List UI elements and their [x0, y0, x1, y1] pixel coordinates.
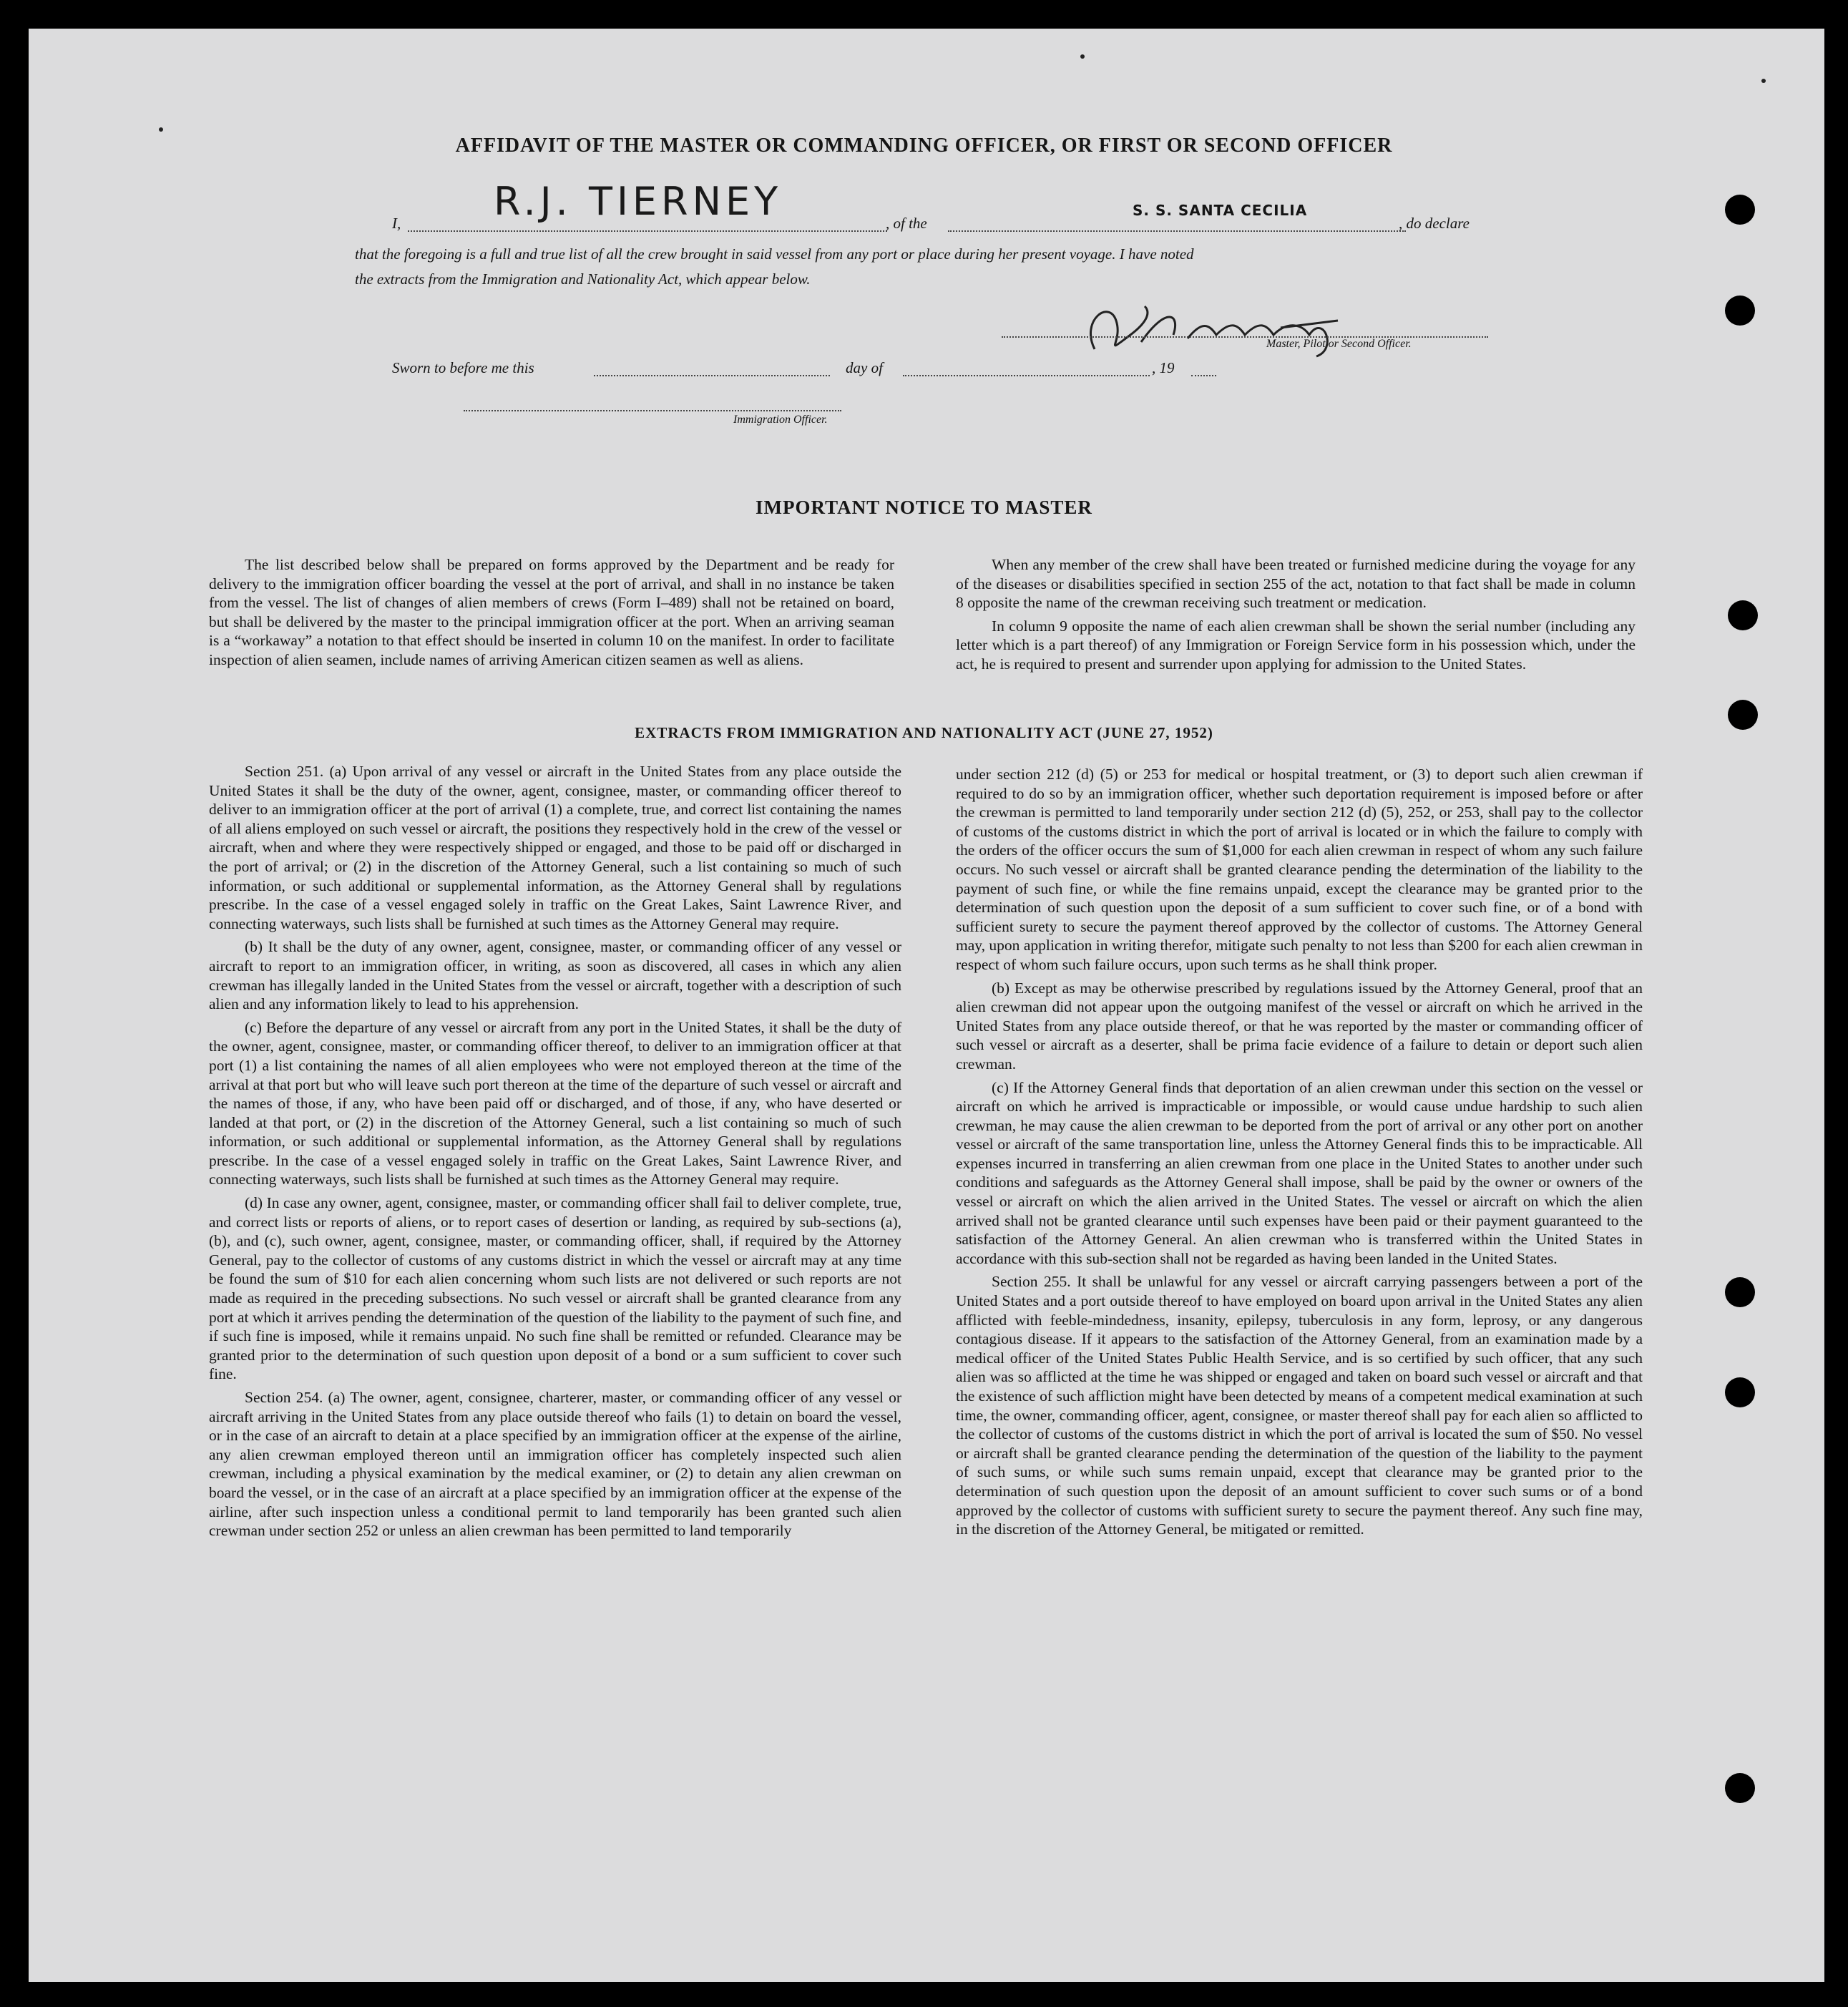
speck: [159, 127, 163, 132]
signature-caption: Master, Pilot or Second Officer.: [1266, 338, 1412, 350]
immigration-officer-line: [464, 410, 841, 411]
extract-paragraph: under section 212 (d) (5) or 253 for medical or hospital treatment, or (3) to deport such alien crewman if required to do so by an immigration officer, whether such deportation requirement is imposed before or after the crewman is permitted to land temporarily under section 212 (d) (5), 252, or 253, shall pay to the collector of customs of the customs district in which the port of arrival is located or in which the failure to comply with the orders of the officer occurs the sum of $1,000 for each alien crewman in respect of whom any such failure occurs. No such vessel or aircraft shall be granted clearance pending the determination of the liability to the payment of such fine, or while the fine remains unpaid, except the clearance may be granted prior to the determination of such question upon the deposit of a sum sufficient to cover such fine, or of a bond with sufficient surety to secure the payment thereof approved by the collector of customs. The Attorney General may, upon application in writing therefor, mitigate such penalty to not less than $200 for each alien crewman in respect of whom such failure occurs, upon such terms as he shall think proper.: [956, 766, 1643, 973]
month-line: [903, 375, 1150, 376]
extract-paragraph: (c) If the Attorney General finds that deportation of an alien crewman under this section on the vessel or aircraft on which he arrived is impracticable or impossible, or would cause undue hardship to such alien crewman, he may cause the alien crewman to be deported from the port of arrival or any other port on another vessel or aircraft of the same transportation line, unless the Attorney General finds this to be impracticable. All expenses incurred in transferring an alien crewman from one place in the United States to another under such conditions and safeguards as the Attorney General shall impose, shall be paid by the owner or owners of the vessel or aircraft on which the alien arrived in the United States. The vessel or aircraft on which the alien arrived shall not be granted clearance until such expenses have been paid or their payment guaranteed to the satisfaction of the Attorney General. An alien crewman who is transferred within the United States in accordance with this sub-section shall not be regarded as having been landed in the United States.: [956, 1078, 1643, 1267]
immigration-officer-label: Immigration Officer.: [733, 414, 828, 426]
punch-hole: [1725, 296, 1755, 326]
punch-hole: [1725, 1773, 1755, 1803]
punch-hole: [1725, 1377, 1755, 1407]
do-declare-label: , do declare: [1399, 215, 1470, 232]
punch-hole: [1728, 600, 1758, 630]
extracts-right-column: [956, 765, 1643, 1543]
day-of-label: day of: [846, 359, 883, 376]
extract-paragraph: Section 254. (a) The owner, agent, consignee, charterer, master, or commanding officer of any vessel or aircraft arriving in the United States from any place outside thereof who fails (1) to detain on board the vessel, or in the case of an aircraft to detain at a place specified by an immigration officer at the expense of the airline, any alien crewman employed thereon until an immigration officer has completely inspected such alien crewman, including a physical examination by the medical examiner, or (2) to detain any alien crewman on board the vessel, or in the case of an aircraft at a place specified by an immigration officer at the expense of the airline, after such inspection unless a conditional permit to land temporarily has been granted such alien crewman under section 252 or unless an alien crewman has been permitted to land temporarily: [209, 1389, 901, 1540]
speck: [1761, 79, 1766, 83]
notice-left-column: [209, 555, 894, 674]
speck: [1080, 54, 1085, 59]
extract-paragraph: Section 251. (a) Upon arrival of any vessel or aircraft in the United States from any place outside the United States it shall be the duty of the owner, agent, consignee, master, or commanding officer thereof to deliver to an immigration officer at the port of arrival (1) a complete, true, and correct list containing the names of all aliens employed on such vessel or aircraft, the positions they respectively hold in the crew of the vessel or aircraft, when and where they were respectively shipped or engaged, and those to be paid off or discharged in the port of arrival; or (2) in the discretion of the Attorney General, such a list containing so much of such information, or such additional or supplemental information, as the Attorney General shall by regulations prescribe. In the case of a vessel engaged solely in traffic on the Great Lakes, Saint Lawrence River, and connecting waterways, such lists shall be furnished at such times as the Attorney General may require.: [209, 763, 901, 932]
extracts-title: EXTRACTS FROM IMMIGRATION AND NATIONALITY ACT (JUNE 27, 1952): [635, 724, 1213, 741]
year-line: [1191, 375, 1216, 376]
notice-right-paragraph-2: In column 9 opposite the name of each alien crewman shall be shown the serial number (including any letter which is a part thereof) of any Immigration or Foreign Service form in his possession which, under the act, he is required to present and surrender upon applying for admission to the United States.: [956, 617, 1636, 673]
signature: [1066, 292, 1395, 363]
signature-line: [1002, 336, 1488, 338]
affidavit-title: AFFIDAVIT OF THE MASTER OR COMMANDING OFFICER, OR FIRST OR SECOND OFFICER: [455, 135, 1393, 157]
notice-right-column: [956, 555, 1636, 678]
of-the-label: , of the: [886, 215, 927, 232]
i-label: I,: [392, 215, 401, 232]
year-label: , 19: [1152, 359, 1175, 376]
notice-title: IMPORTANT NOTICE TO MASTER: [756, 497, 1092, 518]
vessel-line: [948, 230, 1406, 232]
extract-paragraph: (d) In case any owner, agent, consignee, master, or commanding officer shall fail to deliver complete, true, and correct lists or reports of aliens, or to report cases of desertion or landing, as required by sub-sections (a), (b), and (c), such owner, agent, consignee, master, or commanding officer, shall, if required by the Attorney General, pay to the collector of customs of any customs district in which the vessel or aircraft may at any time be found the sum of $10 for each alien concerning whom such lists are not delivered or such reports are not made as required in the preceding subsections. No such vessel or aircraft shall be granted clearance from any port at which it arrives pending the determination of the question of the liability to the payment of such fine, and if such fine is imposed, while it remains unpaid. No such fine shall be remitted or refunded. Clearance may be granted prior to the determination of such question upon deposit of a bond or a sum sufficient to cover such fine.: [209, 1194, 901, 1383]
extracts-left-column: [209, 762, 901, 1545]
name-line: [408, 230, 887, 232]
affidavit-statement-2: the extracts from the Immigration and Nationality Act, which appear below.: [355, 270, 811, 288]
sworn-day-line: [594, 375, 830, 376]
punch-hole: [1725, 1277, 1755, 1307]
punch-hole: [1725, 195, 1755, 225]
handwritten-name: R.J. TIERNEY: [494, 179, 783, 224]
extract-paragraph: (b) Except as may be otherwise prescribed by regulations issued by the Attorney General, proof that an alien crewman did not appear upon the outgoing manifest of the vessel or aircraft on which he arrived in the United States from any place outside thereof, or that he was reported by the master or commanding officer of such vessel or aircraft as a deserter, shall be prima facie evidence of a failure to detain or deport such alien crewman.: [956, 979, 1643, 1073]
extract-paragraph: (c) Before the departure of any vessel or aircraft from any port in the United States, it shall be the duty of the owner, agent, consignee, master, or commanding officer thereof, to deliver to an immigration officer at that port (1) a list containing the names of all alien employees who were not employed thereon at the time of the arrival at that port but who will leave such port thereon at the time of the departure of such vessel or aircraft and the names of those, if any, who have been paid off or discharged, and of those, if any, who have deserted or landed at that port, or (2) in the discretion of the Attorney General, such a list containing so much of such information, or such additional or supplemental information, as the Attorney General shall by regulations prescribe. In the case of a vessel engaged solely in traffic on the Great Lakes, Saint Lawrence River, and connecting waterways, such lists shall be furnished at such times as the Attorney General may require.: [209, 1018, 901, 1188]
notice-right-paragraph-1: When any member of the crew shall have been treated or furnished medicine during the voyage for any of the diseases or disabilities specified in section 255 of the act, notation to that fact shall be made in column 8 opposite the name of the crewman receiving such treatment or medication.: [956, 556, 1636, 612]
affidavit-statement-1: that the foregoing is a full and true list of all the crew brought in said vessel from any port or place during her present voyage. I have noted: [355, 245, 1194, 263]
vessel-stamp: S. S. SANTA CECILIA: [1133, 202, 1308, 219]
sworn-label: Sworn to before me this: [392, 359, 534, 376]
extract-paragraph: Section 255. It shall be unlawful for any vessel or aircraft carrying passengers between a port of the United States and a port outside thereof to have employed on board upon arrival in the United States any alien afflicted with feeble-mindedness, insanity, epilepsy, tuberculosis in any form, leprosy, or any dangerous contagious disease. If it appears to the satisfaction of the Attorney General, from an examination made by a medical officer of the United States Public Health Service, and is so certified by such officer, that any such alien was so afflicted at the time he was shipped or engaged and taken on board such vessel or aircraft and that the existence of such affliction might have been detected by means of a competent medical examination at such time, the owner, commanding officer, agent, consignee, or master thereof shall pay for each alien so afflicted to the collector of customs of the customs district in which the port of arrival is located the sum of $50. No vessel or aircraft shall be granted clearance pending the determination of the question of the liability to the payment of such sums, or while such sums remain unpaid, except that clearance may be granted prior to the determination of such question upon the deposit of an amount sufficient to cover such sums or of a bond approved by the collector of customs with sufficient surety to secure the payment thereof. Any such fine may, in the discretion of the Attorney General, be mitigated or remitted.: [956, 1273, 1643, 1538]
notice-left-paragraph: The list described below shall be prepared on forms approved by the Department and be ready for delivery to the immigration officer boarding the vessel at the port of arrival, and shall in no instance be taken from the vessel. The list of changes of alien members of crews (Form I–489) shall not be retained on board, but shall be delivered by the master to the principal immigration officer at the port. When an arriving seaman is a “workaway” a notation to that effect should be inserted in column 10 on the manifest. In order to facilitate inspection of alien seamen, include names of arriving American citizen seamen as well as aliens.: [209, 556, 894, 668]
extract-paragraph: (b) It shall be the duty of any owner, agent, consignee, master, or commanding officer of any vessel or aircraft to report to an immigration officer, in writing, as soon as discovered, all cases in which any alien crewman has illegally landed in the United States from the vessel or aircraft, together with a description of such alien and any information likely to lead to his apprehension.: [209, 938, 901, 1013]
